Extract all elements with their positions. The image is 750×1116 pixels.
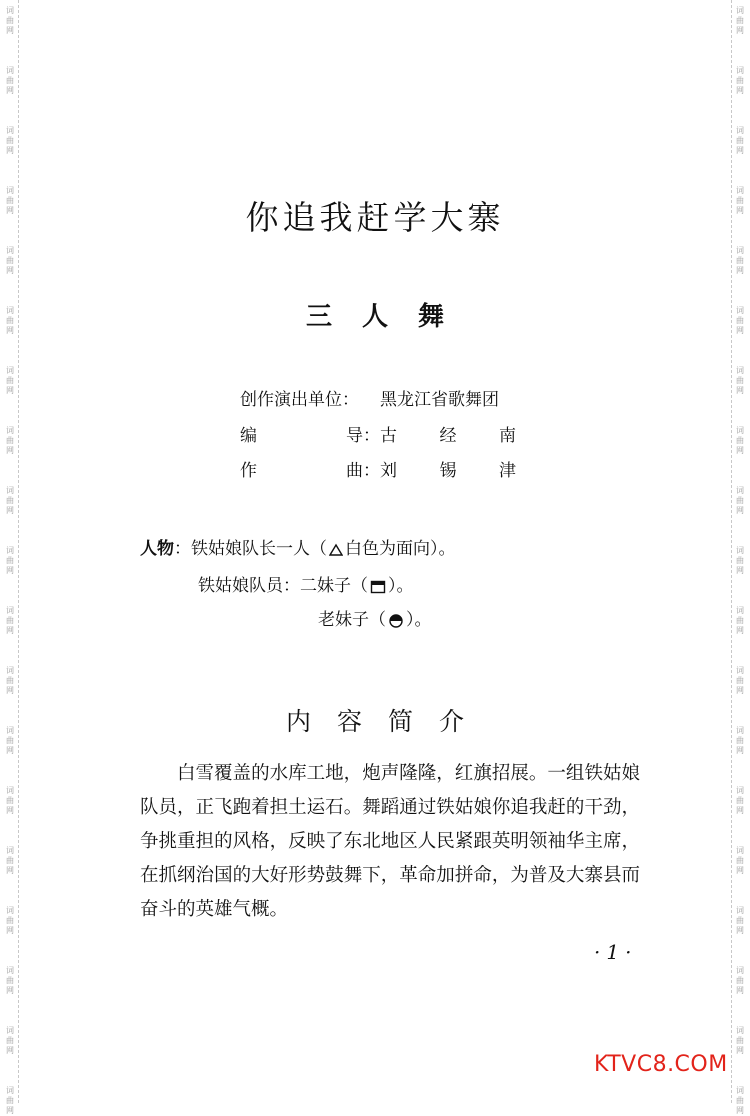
credit-value: 古 经 南 xyxy=(380,426,516,446)
watermark-text: 词 曲 网 xyxy=(6,126,14,155)
credit-row-composer xyxy=(240,459,530,483)
credit-label: 创作演出单位： xyxy=(240,390,359,410)
watermark-text: 词 曲 网 xyxy=(736,306,744,335)
watermark-text: 词 曲 网 xyxy=(736,1086,744,1115)
dance-type-subtitle: 三人舞 xyxy=(305,302,474,332)
watermark-text: 词 曲 网 xyxy=(736,186,744,215)
watermark-text: 词 曲 网 xyxy=(736,786,744,815)
watermark-text: 词 曲 网 xyxy=(6,306,14,335)
roles-line-member-2: 铁姑娘队员：二妹子（ ）。 xyxy=(198,576,414,596)
triangle-symbol-icon xyxy=(329,543,343,557)
roles-leader-text: 铁姑娘队长一人（ xyxy=(191,539,327,559)
credit-row-producer xyxy=(240,388,530,412)
watermark-text: 词 曲 网 xyxy=(736,606,744,635)
credit-label: 编 导： xyxy=(240,426,380,446)
credit-row-choreographer xyxy=(240,424,530,448)
watermark-text: 词 曲 网 xyxy=(6,846,14,875)
watermark-text: 词 曲 网 xyxy=(736,846,744,875)
watermark-text: 词 曲 网 xyxy=(6,726,14,755)
watermark-text: 词 曲 网 xyxy=(736,486,744,515)
roles-line-member-3: 老妹子（ ）。 xyxy=(318,610,432,630)
watermark-text: 词 曲 网 xyxy=(6,606,14,635)
watermark-text: 词 曲 网 xyxy=(736,426,744,455)
watermark-text: 词 曲 网 xyxy=(6,66,14,95)
circle-symbol-icon xyxy=(388,613,404,629)
page-number: ·1· xyxy=(594,940,638,964)
watermark-text: 词 曲 网 xyxy=(736,726,744,755)
watermark-text: 词 曲 网 xyxy=(6,966,14,995)
site-logo: KTVC8.COM xyxy=(594,1052,728,1077)
watermark-text: 词 曲 网 xyxy=(6,246,14,275)
credit-value: 刘 锡 津 xyxy=(380,461,516,481)
credit-value: 黑龙江省歌舞团 xyxy=(380,390,499,410)
watermark-text: 词 曲 网 xyxy=(736,966,744,995)
section-title-synopsis: 内容简介 xyxy=(285,707,490,736)
roles-member-label: 铁姑娘队员：二妹子（ xyxy=(198,576,368,596)
watermark-text: 词 曲 网 xyxy=(6,426,14,455)
watermark-text: 词 曲 网 xyxy=(736,906,744,935)
watermark-text: 词 曲 网 xyxy=(6,1026,14,1055)
watermark-text: 词 曲 网 xyxy=(6,546,14,575)
roles-line-leader: 人物：铁姑娘队长一人（ 白色为面向）。 xyxy=(140,539,456,559)
watermark-text: 词 曲 网 xyxy=(736,6,744,35)
credit-label: 作 曲： xyxy=(240,461,380,481)
watermark-text: 词 曲 网 xyxy=(736,366,744,395)
synopsis-paragraph: 白雪覆盖的水库工地，炮声隆隆，红旗招展。一组铁姑娘队员，正飞跑着担土运石。舞蹈通过铁姑娘你追我赶的干劲，争挑重担的风格，反映了东北地区人民紧跟英明领袖华主席，在抓纲治国的大好形势鼓舞下，革命加拼命，为普及大寨县而奋斗的英雄气概。 xyxy=(140,763,640,920)
watermark-text: 词 曲 网 xyxy=(736,546,744,575)
watermark-text: 词 曲 网 xyxy=(736,1026,744,1055)
watermark-text: 词 曲 网 xyxy=(6,6,14,35)
watermark-text: 词 曲 网 xyxy=(6,186,14,215)
roles-heading: 人物 xyxy=(140,539,174,559)
watermark-text: 词 曲 网 xyxy=(6,1086,14,1115)
square-symbol-icon xyxy=(370,580,386,594)
watermark-text: 词 曲 网 xyxy=(736,66,744,95)
page-title: 你追我赶学大寨 xyxy=(245,198,505,237)
watermark-text: 词 曲 网 xyxy=(736,246,744,275)
watermark-text: 词 曲 网 xyxy=(6,786,14,815)
watermark-text: 词 曲 网 xyxy=(6,906,14,935)
watermark-text: 词 曲 网 xyxy=(736,666,744,695)
watermark-text: 词 曲 网 xyxy=(6,666,14,695)
watermark-text: 词 曲 网 xyxy=(736,126,744,155)
watermark-text: 词 曲 网 xyxy=(6,366,14,395)
roles-member-label: 老妹子（ xyxy=(318,610,386,630)
watermark-text: 词 曲 网 xyxy=(6,486,14,515)
